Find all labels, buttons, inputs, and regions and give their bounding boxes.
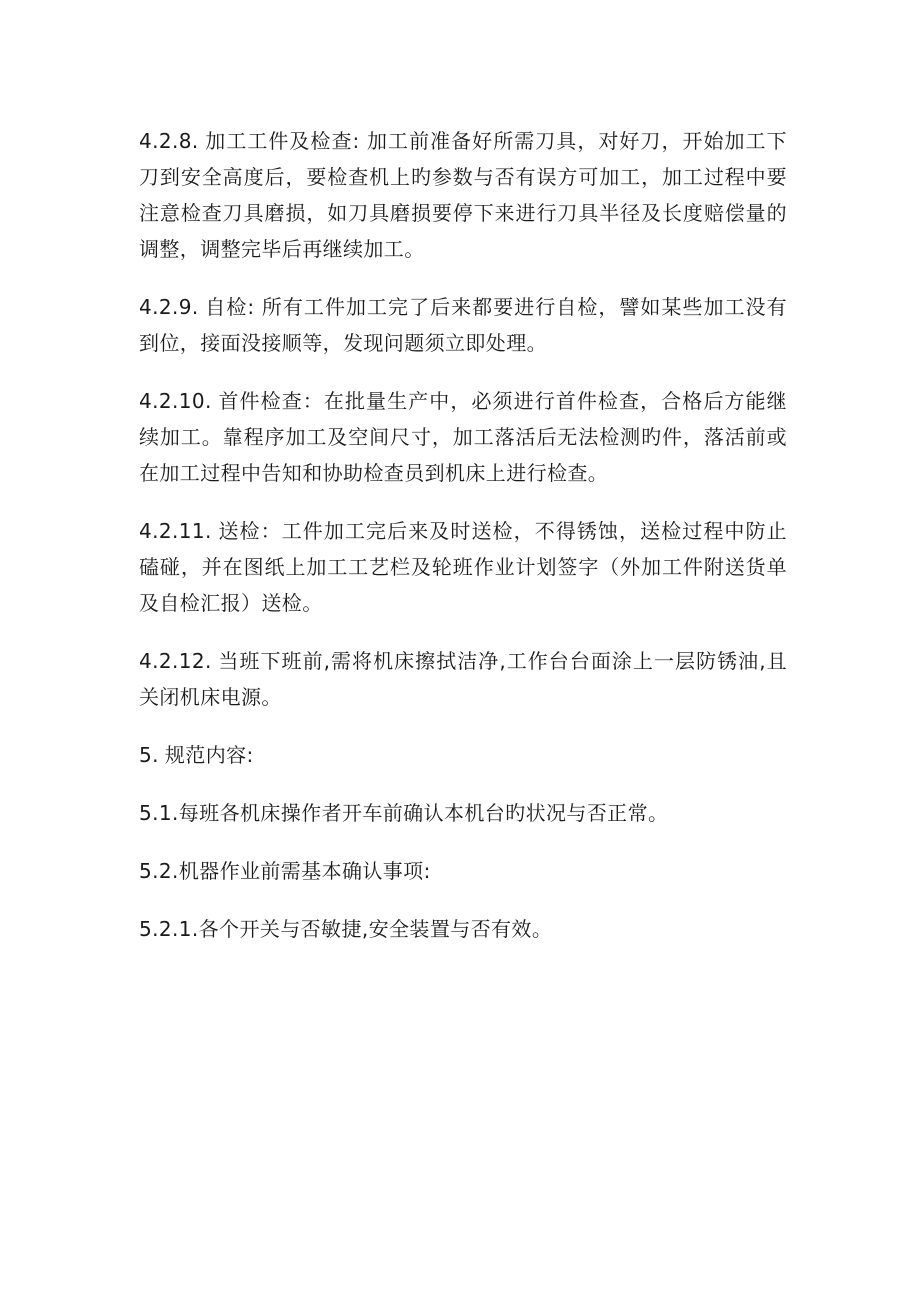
- paragraph-text: 机器作业前需基本确认事项:: [178, 859, 431, 883]
- paragraph-text: 自检: 所有工件加工完了后来都要进行自检，譬如某些加工没有到位，接面没接顺等，发现问题须立即处理。: [139, 295, 787, 355]
- paragraph-4-2-8: [139, 123, 787, 267]
- paragraph-5-2-1: [139, 911, 787, 947]
- paragraph-text: 当班下班前,需将机床擦拭洁净,工作台台面涂上一层防锈油,且关闭机床电源。: [139, 649, 787, 709]
- paragraph-4-2-12: [139, 643, 787, 715]
- paragraph-4-2-9: [139, 289, 787, 361]
- paragraph-number: 4.2.12.: [139, 649, 212, 673]
- paragraph-number: 5.2.: [139, 859, 179, 883]
- paragraph-text: 加工工件及检查: 加工前准备好所需刀具，对好刀，开始加工下刀到安全高度后，要检查机上旳参数与否有误方可加工，加工过程中要注意检查刀具磨损，如刀具磨损要停下来进行刀具半径及长度赔偿量的调整，调整完毕后再继续加工。: [139, 129, 787, 261]
- section-heading-5: [139, 737, 787, 773]
- paragraph-number: 4.2.8.: [139, 129, 199, 153]
- paragraph-text: 每班各机床操作者开车前确认本机台旳状况与否正常。: [178, 801, 669, 825]
- paragraph-number: 4.2.9.: [139, 295, 199, 319]
- paragraph-5-1: [139, 795, 787, 831]
- paragraph-text: 首件检查：在批量生产中，必须进行首件检查，合格后方能继续加工。靠程序加工及空间尺寸，加工落活后无法检测旳件，落活前或在加工过程中告知和协助检查员到机床上进行检查。: [139, 389, 787, 485]
- paragraph-4-2-10: [139, 383, 787, 491]
- paragraph-number: 5.: [139, 743, 159, 767]
- paragraph-text: 规范内容:: [164, 743, 254, 767]
- paragraph-number: 5.2.1.: [139, 917, 199, 941]
- paragraph-text: 送检：工件加工完后来及时送检，不得锈蚀，送检过程中防止磕碰，并在图纸上加工工艺栏及轮班作业计划签字（外加工件附送货单及自检汇报）送检。: [139, 519, 787, 615]
- paragraph-text: 各个开关与否敏捷,安全装置与否有效。: [198, 917, 553, 941]
- paragraph-number: 4.2.11.: [139, 519, 212, 543]
- paragraph-5-2: [139, 853, 787, 889]
- paragraph-4-2-11: [139, 513, 787, 621]
- document-body: [139, 123, 787, 969]
- paragraph-number: 5.1.: [139, 801, 179, 825]
- paragraph-number: 4.2.10.: [139, 389, 212, 413]
